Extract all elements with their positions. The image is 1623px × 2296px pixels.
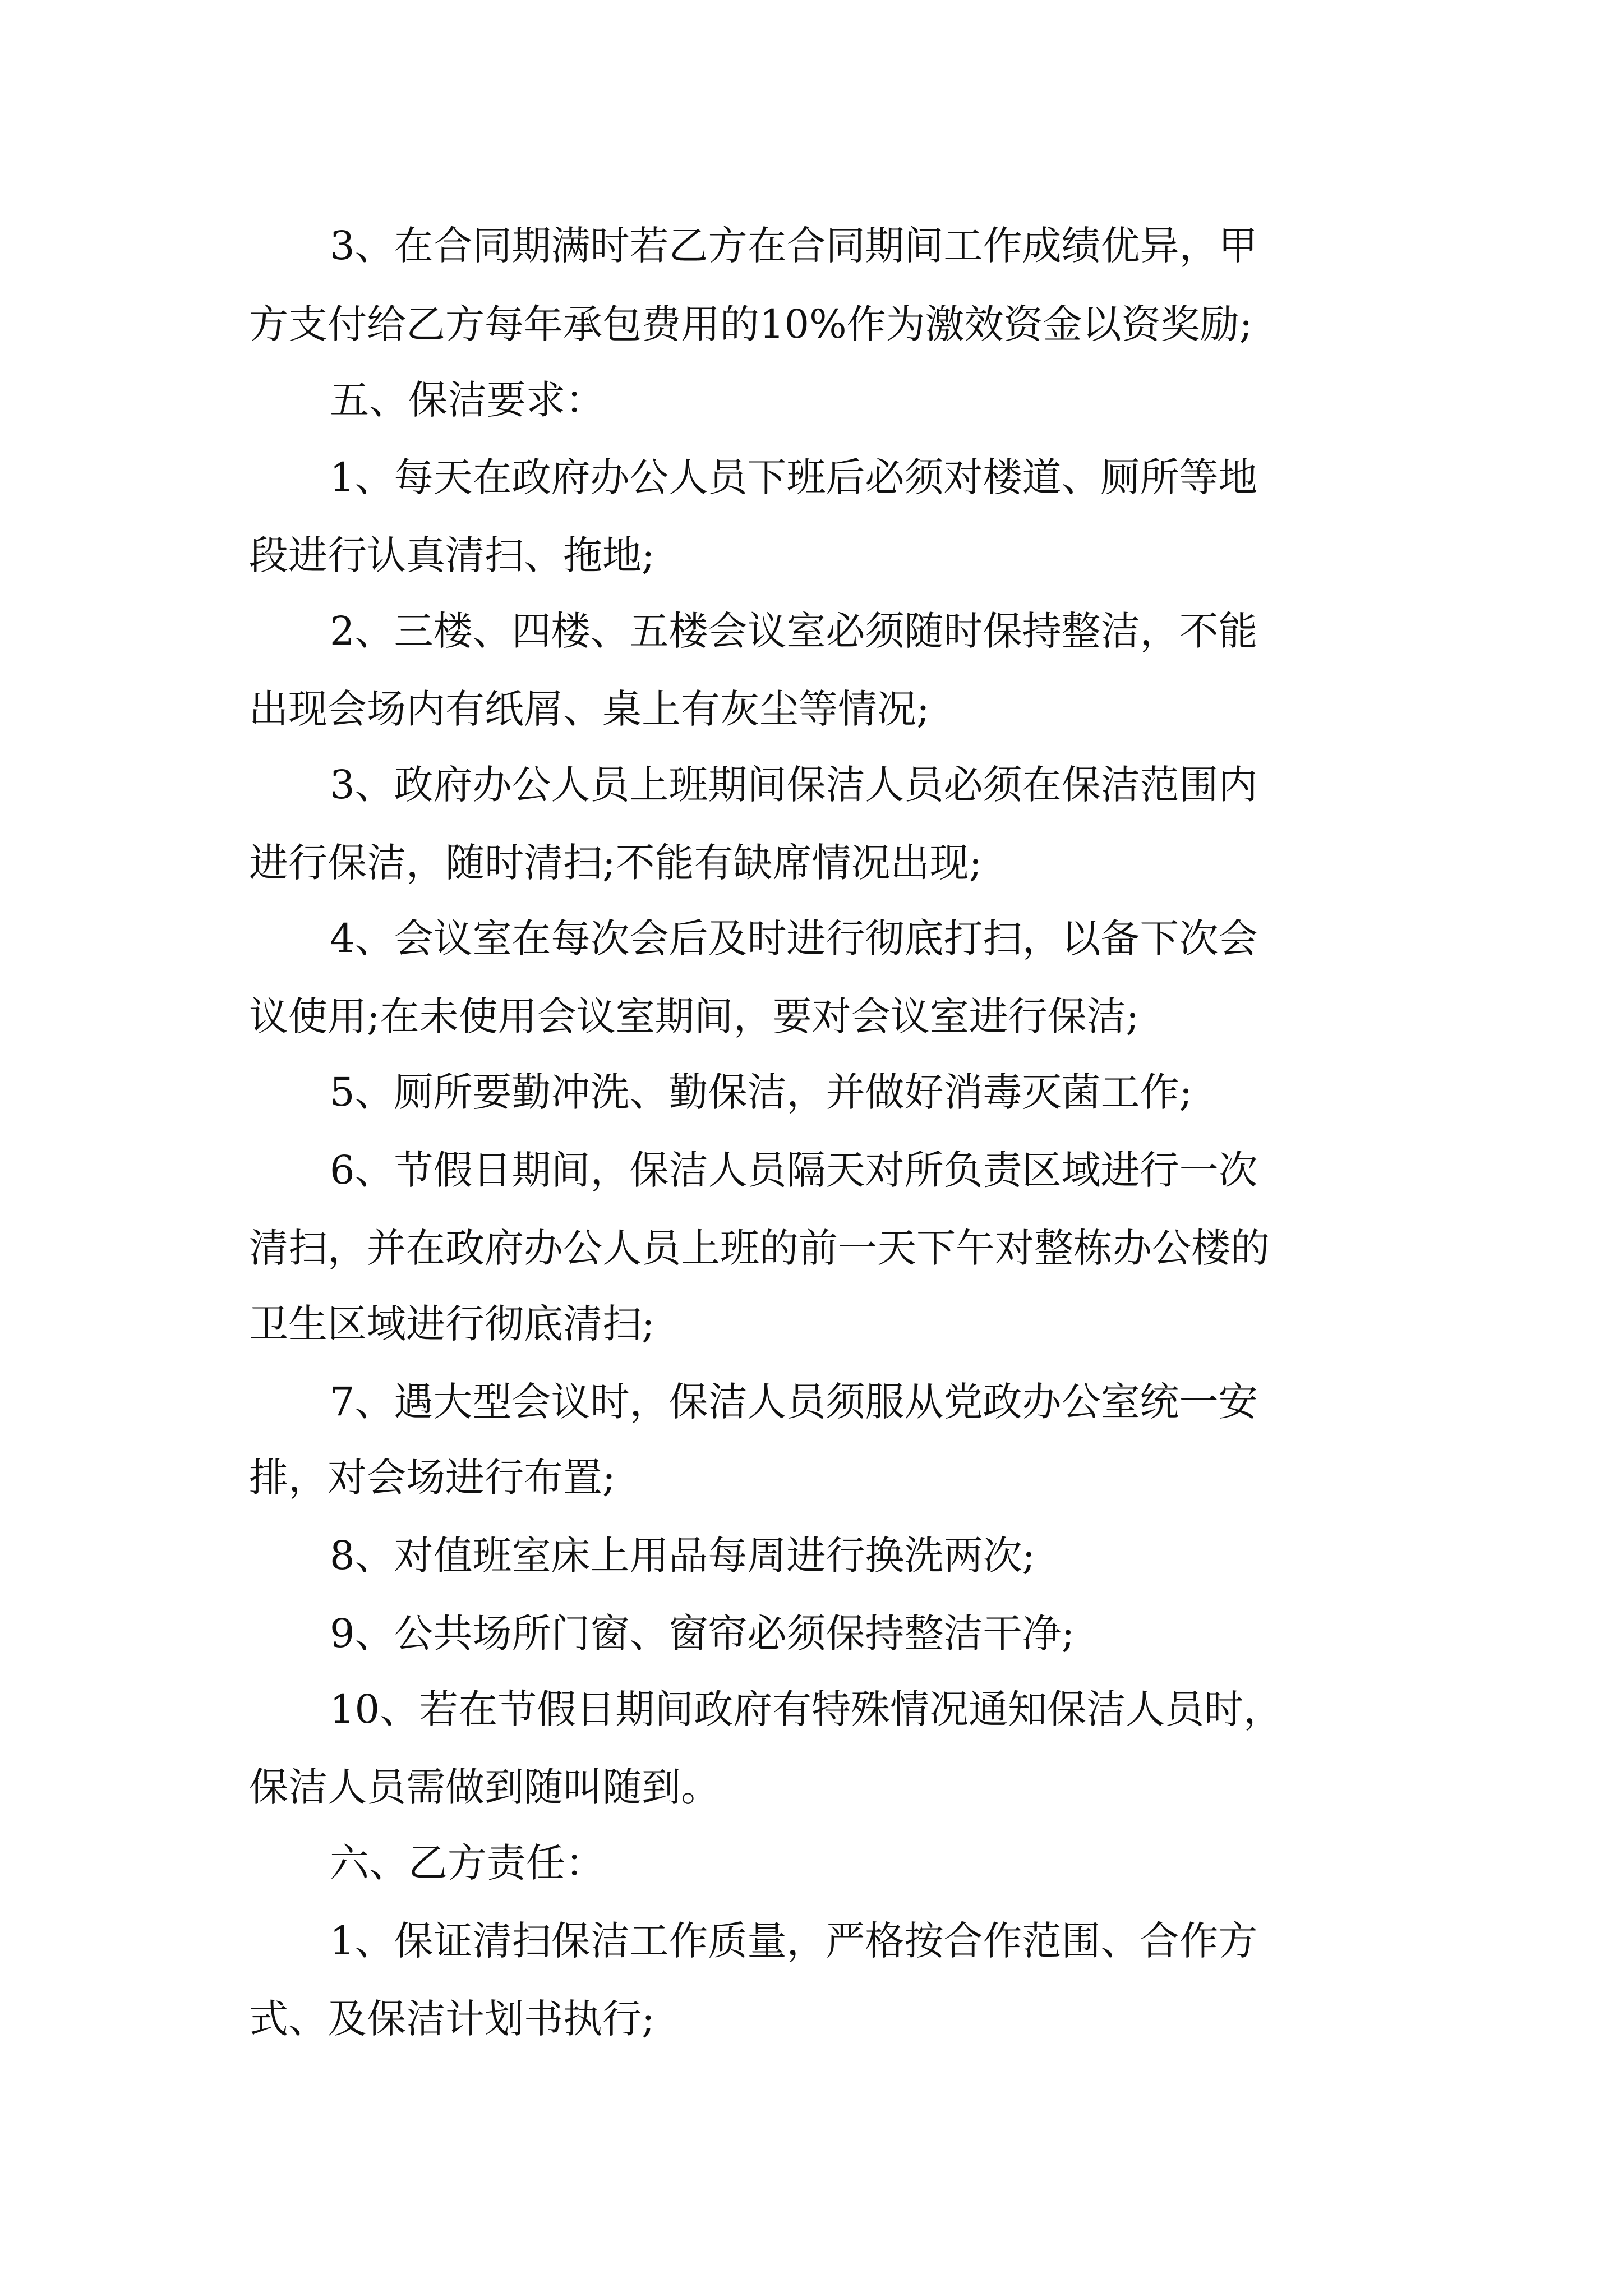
text-line: 6、节假日期间，保洁人员隔天对所负责区域进行一次	[330, 1147, 1258, 1193]
text-line: 清扫，并在政府办公人员上班的前一天下午对整栋办公楼的	[249, 1225, 1270, 1271]
text-line: 议使用;在未使用会议室期间，要对会议室进行保洁;	[249, 993, 1140, 1039]
text-line: 10、若在节假日期间政府有特殊情况通知保洁人员时，	[330, 1686, 1283, 1732]
text-line: 5、厕所要勤冲洗、勤保洁，并做好消毒灭菌工作;	[330, 1069, 1193, 1115]
text-line: 8、对值班室床上用品每周进行换洗两次;	[330, 1533, 1036, 1579]
text-line: 方支付给乙方每年承包费用的10%作为激效资金以资奖励;	[249, 301, 1253, 347]
text-line: 进行保洁，随时清扫;不能有缺席情况出现;	[249, 840, 983, 886]
text-line: 卫生区域进行彻底清扫;	[249, 1301, 655, 1347]
text-line: 9、公共场所门窗、窗帘必须保持整洁干净;	[330, 1611, 1075, 1657]
text-line: 2、三楼、四楼、五楼会议室必须随时保持整洁，不能	[330, 608, 1258, 654]
text-line: 1、保证清扫保洁工作质量，严格按合作范围、合作方	[330, 1918, 1258, 1964]
text-line: 式、及保洁计划书执行;	[249, 1996, 655, 2042]
section-heading: 五、保洁要求：	[330, 377, 605, 423]
text-line: 4、会议室在每次会后及时进行彻底打扫，以备下次会	[330, 915, 1258, 961]
text-line: 7、遇大型会议时，保洁人员须服从党政办公室统一安	[330, 1379, 1258, 1425]
text-line: 1、每天在政府办公人员下班后必须对楼道、厕所等地	[330, 454, 1258, 500]
text-line: 3、在合同期满时若乙方在合同期间工作成绩优异，甲	[330, 223, 1258, 269]
text-line: 保洁人员需做到随叫随到。	[249, 1764, 720, 1810]
text-line: 3、政府办公人员上班期间保洁人员必须在保洁范围内	[330, 762, 1258, 808]
text-line: 出现会场内有纸屑、桌上有灰尘等情况;	[249, 686, 930, 732]
section-heading: 六、乙方责任：	[330, 1840, 605, 1886]
text-line: 段进行认真清扫、拖地;	[249, 532, 655, 578]
text-line: 排，对会场进行布置;	[249, 1455, 616, 1501]
